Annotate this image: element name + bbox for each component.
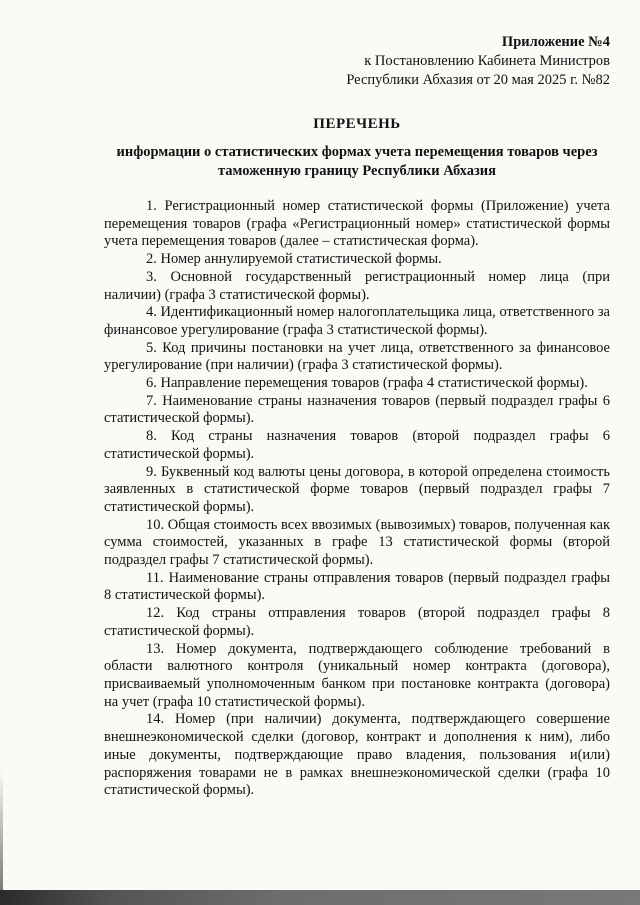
document-subtitle: информации о статистических формах учета перемещения товаров через таможенную границу Республики Абхазия xyxy=(116,144,598,179)
list-item-8: 8. Код страны назначения товаров (второй подраздел графы 6 статистической формы). xyxy=(104,428,610,462)
header-republic-date-line: Республики Абхазия от 20 мая 2025 г. №82 xyxy=(346,72,610,88)
appendix-number: Приложение №4 xyxy=(501,34,610,50)
document-title: ПЕРЕЧЕНЬ xyxy=(313,116,401,132)
list-item-5: 5. Код причины постановки на учет лица, ответственного за финансовое урегулирование (при наличии) (графа 3 статистической формы). xyxy=(104,339,610,374)
list-item-6: 6. Направление перемещения товаров (графа 4 статистической формы). xyxy=(146,375,588,392)
header-resolution-line: к Постановлению Кабинета Министров xyxy=(364,53,610,69)
list-item-14: 14. Номер (при наличии) документа, подтверждающего совершение внешнеэкономической сделки (договор, контракт и дополнения к ним), либо иные документы, подтверждающие право владения, пользования и(или) распоряжения товарами не в рамках внешнеэкономической сделки (графа 10 статистической формы). xyxy=(104,711,610,799)
document-body xyxy=(104,198,610,800)
list-item-12: 12. Код страны отправления товаров (второй подраздел графы 8 статистической формы). xyxy=(104,605,610,639)
scan-edge-shadow xyxy=(0,770,3,890)
list-item-4: 4. Идентификационный номер налогоплательщика лица, ответственного за финансовое урегулирование (графа 3 статистической формы). xyxy=(104,304,610,338)
list-item-11: 11. Наименование страны отправления товаров (первый подраздел графы 8 статистической формы). xyxy=(104,569,610,604)
list-item-9: 9. Буквенный код валюты цены договора, в которой определена стоимость заявленных в статистической форме товаров (первый подраздел графы 7 статистической формы). xyxy=(104,463,610,515)
document-header xyxy=(104,33,610,90)
list-item-13: 13. Номер документа, подтверждающего соблюдение требований в области валютного контроля (уникальный номер контракта (договора), присваиваемый уполномоченным банком при постановке контракта (договора) на учет (графа 10 статистической формы). xyxy=(104,640,610,710)
list-item-3: 3. Основной государственный регистрационный номер лица (при наличии) (графа 3 статистической формы). xyxy=(104,268,610,303)
list-item-7: 7. Наименование страны назначения товаров (первый подраздел графы 6 статистической формы). xyxy=(104,392,610,427)
list-item-2: 2. Номер аннулируемой статистической формы. xyxy=(146,251,442,268)
scan-bottom-band xyxy=(0,890,640,905)
list-item-1: 1. Регистрационный номер статистической формы (Приложение) учета перемещения товаров (графа «Регистрационный номер» статистической формы учета перемещения товаров (далее – статистическая форма). xyxy=(104,198,610,250)
list-item-10: 10. Общая стоимость всех ввозимых (вывозимых) товаров, полученная как сумма стоимостей, указанных в графе 13 статистической формы (второй подраздел графы 7 статистической формы). xyxy=(104,516,610,569)
